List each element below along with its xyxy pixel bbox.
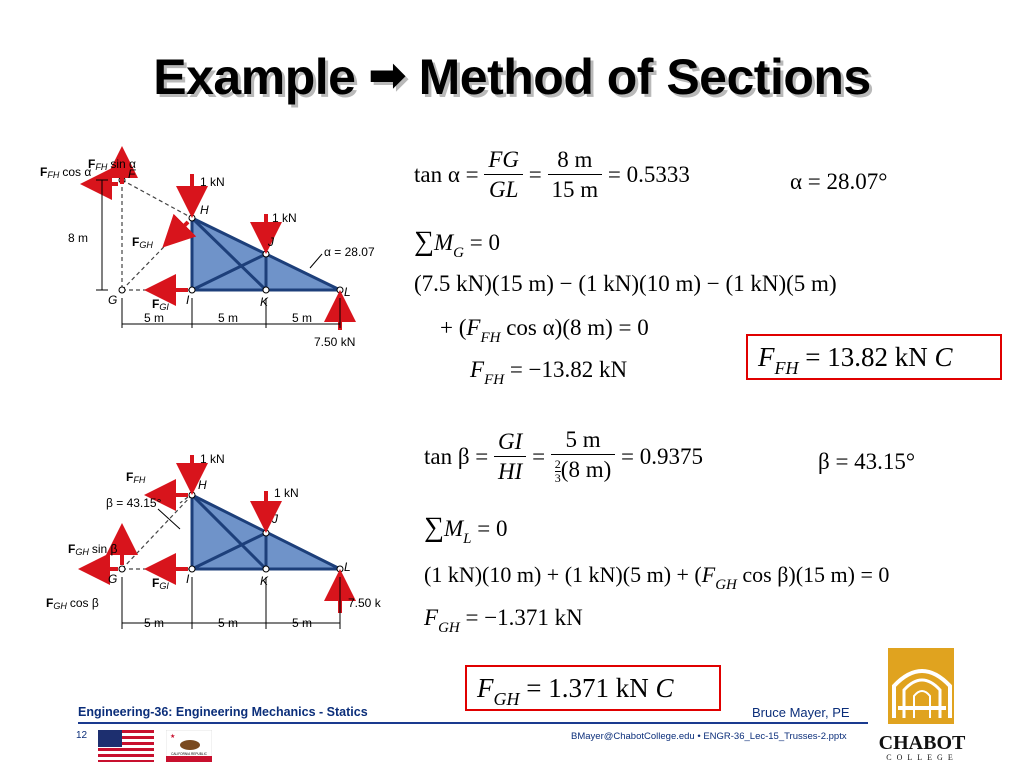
- load-j-label-2: 1 kN: [274, 486, 299, 500]
- alpha-label: α = 28.07: [324, 245, 375, 259]
- california-flag-text: CALIFORNIA REPUBLIC: [171, 752, 207, 756]
- moment-symbol: M: [433, 230, 454, 255]
- answer-value: = 13.82 kN: [805, 342, 928, 372]
- footer-author: Bruce Mayer, PE: [752, 705, 850, 720]
- alpha-value: α = 28.07°: [790, 169, 888, 194]
- line2-end: cos α)(8 m) = 0: [506, 315, 649, 340]
- frac-den: 15 m: [551, 177, 599, 202]
- joint-f-label: F: [128, 167, 136, 181]
- tan-beta-result: = 0.9375: [621, 444, 703, 470]
- answer-force-symbol: F: [477, 673, 494, 703]
- frac-num: 5 m: [551, 428, 615, 455]
- line3-end: cos β)(15 m) = 0: [742, 562, 890, 587]
- fgi-label: FGI: [152, 297, 169, 312]
- force-symbol: F: [701, 562, 716, 587]
- joint-k-label: K: [260, 295, 269, 309]
- joint-l-label-2: L: [344, 560, 351, 574]
- load-j-label: 1 kN: [272, 211, 297, 225]
- fgh-sin-label: FGH sin β: [68, 542, 118, 557]
- frac-den: GL: [489, 177, 519, 202]
- force-subscript: FH: [484, 372, 505, 388]
- answer-subscript: GH: [493, 689, 520, 709]
- dim-label-2-1: 5 m: [144, 616, 165, 630]
- moment-symbol: M: [443, 516, 464, 541]
- footer-email: BMayer@ChabotCollege.edu • ENGR-36_Lec-15_Trusses-2.pptx: [571, 731, 847, 742]
- logo-name: CHABOT: [878, 732, 966, 754]
- beta-label: β = 43.15°: [106, 496, 162, 510]
- truss-diagram-2: [40, 445, 400, 640]
- tan-alpha-lhs: tan α =: [414, 162, 479, 187]
- logo-sub: COLLEGE: [886, 753, 958, 762]
- answer-compression: C: [934, 342, 953, 372]
- dim-label-2: 5 m: [218, 311, 239, 325]
- page-number: 12: [76, 730, 88, 741]
- ffh-value: = −13.82 kN: [509, 357, 628, 382]
- frac-num: FG: [484, 148, 523, 175]
- load-h-label-2: 1 kN: [200, 452, 225, 466]
- line2-start: + (: [440, 315, 467, 340]
- frac-den-tail: (8 m): [560, 457, 612, 482]
- joint-h-label: H: [200, 203, 209, 217]
- answer-force-symbol: F: [758, 342, 775, 372]
- footer-divider: [78, 722, 868, 724]
- force-subscript: GH: [715, 577, 737, 593]
- mini-frac-num: 2: [554, 457, 561, 472]
- slide-title: [0, 48, 1024, 106]
- dim-label-3: 5 m: [292, 311, 313, 325]
- fgh-answer-box: [465, 665, 721, 711]
- svg-text:★: ★: [170, 734, 176, 740]
- moment-equation-2: [424, 562, 890, 593]
- joint-j-label-2: J: [272, 512, 278, 526]
- tan-alpha-equation: tan α = $\frac{FG}{GL}$ = $\frac{8 m}{15 m}$ = 0.5333: [414, 147, 690, 202]
- alpha-leader: [310, 254, 322, 268]
- force-symbol: F: [466, 315, 481, 340]
- force-symbol: F: [424, 605, 439, 630]
- moment-subscript: L: [463, 531, 472, 547]
- ffh-sin-label: FFH sin α: [88, 157, 136, 172]
- joint-h-label-2: H: [198, 478, 207, 492]
- chabot-logo: [874, 646, 970, 762]
- california-flag-icon: [166, 730, 212, 762]
- fraction-5-over-two-thirds: [551, 428, 615, 485]
- moment-subscript: G: [453, 245, 464, 261]
- moment-equation-line2: [440, 315, 649, 346]
- joint-g-label: G: [108, 293, 118, 307]
- sum-symbol: ∑: [424, 512, 444, 543]
- dim-label-2-3: 5 m: [292, 616, 313, 630]
- joint-g-label-2: G: [108, 572, 118, 586]
- tan-beta-equation: tan β = $\frac{GI}{HI}$ = 5 m $\frac{2}{3}$ (8 m) = 0.9375: [424, 427, 703, 486]
- frac-num: 8 m: [548, 148, 603, 175]
- truss-diagram-1: [40, 140, 400, 360]
- force-symbol: F: [470, 357, 485, 382]
- fraction-8-15: [548, 148, 603, 201]
- moment-sum-l: [424, 512, 508, 547]
- moment-sum-g: [414, 226, 500, 261]
- sum-symbol: ∑: [414, 226, 434, 257]
- load-h-label: 1 kN: [200, 175, 225, 189]
- line3-start: (1 kN)(10 m) + (1 kN)(5 m) + (: [424, 562, 702, 587]
- fraction-fg-gl: [484, 148, 523, 201]
- height-label: 8 m: [68, 231, 89, 245]
- moment-rhs: = 0: [477, 516, 508, 541]
- joint-l-label: L: [344, 285, 351, 299]
- tan-alpha-result: = 0.5333: [607, 162, 690, 187]
- moment-equation-line1: (7.5 kN)(15 m) − (1 kN)(10 m) − (1 kN)(5 m): [414, 271, 837, 296]
- chabot-building-icon: [874, 646, 970, 726]
- mini-frac-den: 3: [554, 471, 561, 486]
- joint-i-label-2: I: [186, 572, 190, 586]
- dim-label-2-2: 5 m: [218, 616, 239, 630]
- ffh-label-2: FFH: [126, 470, 146, 485]
- tan-beta-lhs: tan β =: [424, 444, 489, 470]
- fgh-value: = −1.371 kN: [465, 605, 583, 630]
- title-part1: Example: [153, 49, 356, 105]
- joint-j-label: J: [268, 235, 274, 249]
- reaction-label: 7.50 kN: [314, 335, 356, 349]
- title-part2: Method of Sections: [418, 49, 871, 105]
- force-subscript: FH: [480, 330, 501, 346]
- answer-value: = 1.371 kN: [526, 673, 649, 703]
- frac-num: GI: [494, 430, 526, 457]
- force-subscript: GH: [438, 620, 460, 636]
- frac-den: HI: [498, 459, 523, 485]
- fraction-gi-hi: [494, 430, 526, 483]
- joint-k-label-2: K: [260, 574, 269, 588]
- right-arrow-icon: ➡: [368, 51, 406, 100]
- fgh-cos-label: FGH cos β: [46, 596, 99, 611]
- us-flag-icon: [98, 730, 154, 762]
- ffh-cos-label: FFH cos α: [40, 165, 92, 180]
- fgh-result-line: [424, 605, 583, 636]
- ffh-answer-box: [746, 334, 1002, 380]
- fgh-label: FGH: [132, 235, 153, 250]
- answer-subscript: FH: [774, 358, 799, 378]
- fgi-label-2: FGI: [152, 576, 169, 591]
- dim-label-1: 5 m: [144, 311, 165, 325]
- ffh-result-line: [470, 357, 628, 388]
- footer-course: Engineering-36: Engineering Mechanics - Statics: [78, 705, 368, 719]
- answer-compression: C: [655, 673, 674, 703]
- beta-value: β = 43.15°: [818, 449, 916, 474]
- moment-rhs: = 0: [469, 230, 500, 255]
- joint-i-label: I: [186, 293, 190, 307]
- reaction-label-2: 7.50 k: [348, 596, 381, 610]
